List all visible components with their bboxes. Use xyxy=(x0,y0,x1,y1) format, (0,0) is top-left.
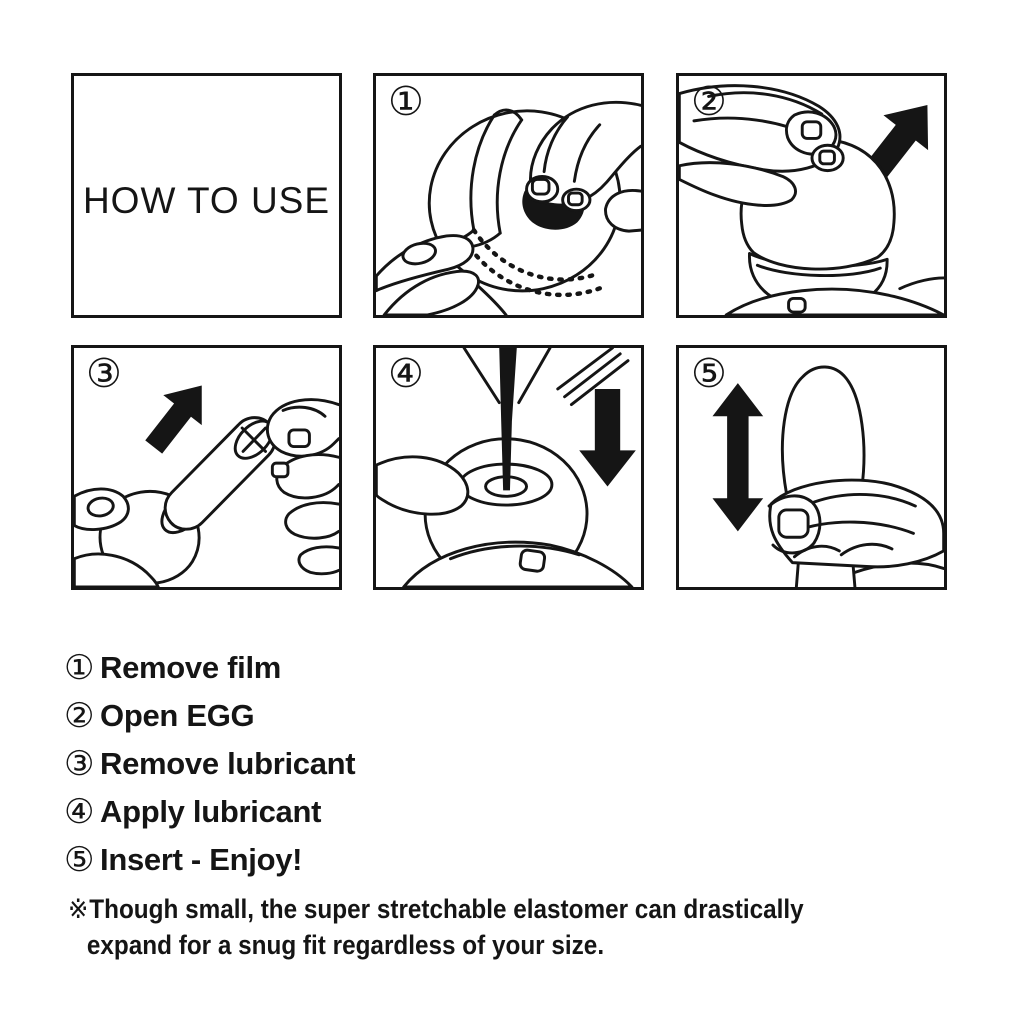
list-item-remove-film xyxy=(64,644,355,692)
reference-mark: ※ xyxy=(68,894,89,924)
step-label: Open EGG xyxy=(100,698,255,733)
instruction-list xyxy=(64,644,355,884)
step-panel-remove-lubricant xyxy=(71,345,342,590)
step-number-badge: ④ xyxy=(388,352,424,396)
step-number: ⑤ xyxy=(64,841,95,879)
list-item-apply-lubricant xyxy=(64,788,355,836)
step-number: ② xyxy=(64,697,95,735)
step-label: Remove lubricant xyxy=(100,746,356,781)
arrow-up-down-icon xyxy=(712,383,763,531)
step-panel-insert-enjoy xyxy=(676,345,947,590)
footnote-text-1: Though small, the super stretchable elastomer can drastically xyxy=(89,894,804,924)
step-panel-open-egg xyxy=(676,73,947,318)
step-number-badge: ② xyxy=(691,80,727,124)
list-item-insert-enjoy xyxy=(64,836,355,884)
step-number-badge: ⑤ xyxy=(691,352,727,396)
step-label: Apply lubricant xyxy=(100,794,322,829)
step-number-badge: ③ xyxy=(86,352,122,396)
step-label: Insert - Enjoy! xyxy=(100,842,303,877)
step-number: ③ xyxy=(64,745,95,783)
lubricant-tube xyxy=(558,348,613,389)
how-to-use-panel xyxy=(71,73,342,318)
page-title: HOW TO USE xyxy=(82,179,331,221)
list-item-remove-lubricant xyxy=(64,740,355,788)
footnote-line-1 xyxy=(68,891,804,927)
list-item-open-egg xyxy=(64,692,355,740)
step-panel-remove-film xyxy=(373,73,644,318)
step-number: ④ xyxy=(64,793,95,831)
footnote xyxy=(68,891,804,963)
step-panel-apply-lubricant xyxy=(373,345,644,590)
footnote-line-2: expand for a snug fit regardless of your size. xyxy=(86,930,605,960)
step-number: ① xyxy=(64,649,95,687)
step-number-badge: ① xyxy=(388,80,424,124)
arrow-up-right-icon xyxy=(134,371,220,463)
step-label: Remove film xyxy=(100,650,282,685)
arrow-down-icon xyxy=(579,389,636,487)
shaft xyxy=(796,563,798,587)
hand-illustration xyxy=(726,289,944,315)
